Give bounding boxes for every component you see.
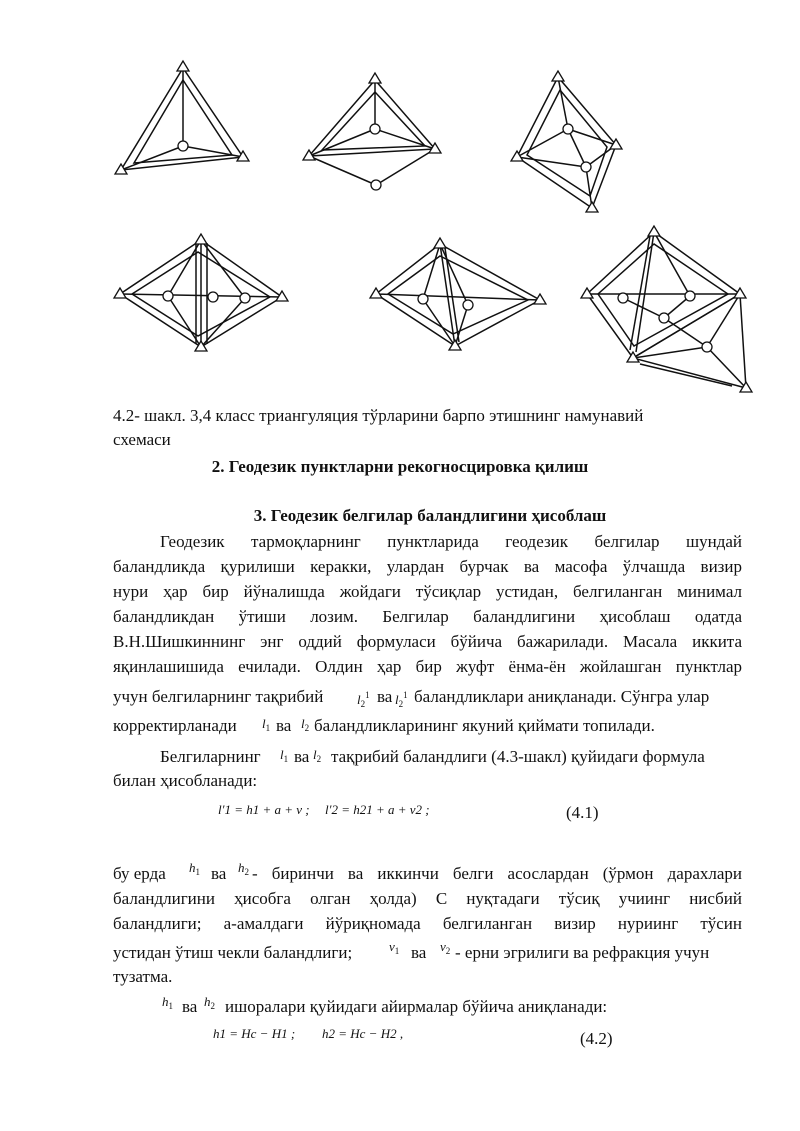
- para3-line5: тузатма.: [113, 967, 173, 986]
- para1-line8-and: ва: [276, 716, 292, 735]
- triangulation-schemes-figure: [0, 0, 800, 400]
- para1-line1: Геодезик тармоқларнинг пунктларида геодезик белгилар шундай: [160, 532, 742, 551]
- formula-4-1-number: (4.1): [566, 803, 599, 822]
- symbol-subscript: 2: [398, 699, 404, 709]
- symbol-l2-sup1: [357, 683, 370, 716]
- symbol-subscript: 1: [265, 723, 271, 733]
- symbol-subscript: 2: [210, 1001, 215, 1011]
- para1-line8-end: баландликларининг якуний қиймати топилади.: [314, 716, 655, 735]
- point-marker: [418, 294, 428, 304]
- point-marker: [563, 124, 573, 134]
- triangle-marker: [552, 71, 564, 81]
- point-marker: [370, 124, 380, 134]
- para3-line2: баландлигини ҳисобга олган ҳолда) C нуқтадаги тўсиқ учиинг нисбий: [113, 889, 742, 908]
- symbol-letter: h: [238, 860, 245, 875]
- para4-text: ишоралари қуйидаги айирмалар бўйича аниқланади:: [225, 997, 608, 1016]
- symbol-letter: l: [280, 747, 284, 762]
- para1-line3: нури ҳар бир йўналишда жойдаги тўсиқлар устидан, белгиланган минимал: [113, 582, 742, 601]
- symbol-letter: l: [301, 716, 305, 731]
- para3-line4-start: устидан ўтиш чекли баландлиги;: [113, 943, 353, 962]
- formula-4-1-right: l′2 = h21 + a + v2 ;: [325, 802, 430, 817]
- scheme-1: [115, 61, 249, 174]
- para4-and: ва: [182, 997, 198, 1016]
- point-marker: [702, 342, 712, 352]
- formula-4-2-right: h2 = Hc − H2 ,: [322, 1026, 404, 1041]
- symbol-subscript: 2: [304, 723, 310, 733]
- symbol-letter: v: [389, 939, 395, 954]
- symbol-h1: [189, 856, 200, 884]
- symbol-superscript: 1: [365, 690, 370, 700]
- para1-line8-start: корректирланади: [113, 716, 237, 735]
- para1-line4: баландликдан ўтиши лозим. Белгилар баландлигини ҳисоблаш одатда: [113, 607, 742, 626]
- triangle-marker: [511, 151, 523, 161]
- para3-line1-and: ва: [211, 864, 227, 883]
- para3-line4-and: ва: [411, 943, 427, 962]
- section-heading-3: 3. Геодезик белгилар баландлигини ҳисоблаш: [253, 506, 607, 525]
- symbol-subscript: 1: [283, 754, 289, 764]
- scheme-6: [581, 226, 752, 392]
- para3-line1-start: бу ерда: [113, 864, 166, 883]
- symbol-subscript: 1: [195, 867, 200, 877]
- symbol-letter: h: [189, 860, 196, 875]
- triangle-marker: [434, 238, 446, 248]
- symbol-subscript: 2: [244, 867, 249, 877]
- formula-4-2-number: (4.2): [580, 1029, 613, 1048]
- para1-line7-start: учун белгиларнинг тақрибий: [113, 687, 324, 706]
- scheme-5: [370, 238, 546, 350]
- symbol-subscript: 2: [445, 946, 451, 956]
- point-marker: [208, 292, 218, 302]
- para2-line2: билан ҳисобланади:: [113, 771, 258, 790]
- symbol-v2: [440, 935, 450, 963]
- point-marker: [659, 313, 669, 323]
- symbol-l2-p2: [313, 743, 321, 771]
- para3-line1-end: - биринчи ва иккинчи белги асослардан (ўрмон дарахлари: [252, 864, 742, 883]
- point-marker: [240, 293, 250, 303]
- symbol-l1: [262, 712, 270, 740]
- triangle-marker: [534, 294, 546, 304]
- para3-line3: баландлиги; a-амалдаги йўриқномада белгиланган визир нуриинг тўсин: [113, 914, 742, 933]
- triangle-marker: [370, 288, 382, 298]
- symbol-h2: [238, 856, 249, 884]
- point-marker: [463, 300, 473, 310]
- symbol-subscript: 2: [316, 754, 322, 764]
- triangle-marker: [177, 61, 189, 71]
- symbol-v1: [389, 935, 399, 963]
- symbol-subscript: 1: [168, 1001, 173, 1011]
- para1-line5: В.Н.Шишкиннинг энг оддий формуласи бўйича бажарилади. Масала иккита: [113, 632, 742, 651]
- para1-line2: баландликда қурилиши керакки, улардан бурчак ва масофа ўлчашда визир: [113, 557, 742, 576]
- triangle-marker: [195, 234, 207, 244]
- para1-line7-and: ва: [377, 687, 393, 706]
- point-marker: [371, 180, 381, 190]
- point-marker: [618, 293, 628, 303]
- symbol-letter: h: [162, 994, 169, 1009]
- triangle-marker: [648, 226, 660, 236]
- symbol-letter: l: [395, 692, 399, 707]
- triangle-marker: [114, 288, 126, 298]
- para2-line1-end: тақрибий баландлиги (4.3-шакл) қуйидаги формула: [331, 747, 705, 766]
- triangle-marker: [369, 73, 381, 83]
- symbol-l2: [301, 712, 309, 740]
- scheme-3: [511, 71, 622, 212]
- triangle-marker: [586, 202, 598, 212]
- figure-caption-line1: 4.2- шакл. 3,4 класс триангуляция тўрларини барпо этишнинг намунавий: [113, 406, 644, 425]
- triangle-marker: [276, 291, 288, 301]
- section-heading-2: 2. Геодезик пунктларни рекогносцировка қилиш: [211, 457, 589, 476]
- symbol-letter: l: [262, 716, 266, 731]
- para1-line7-end: баландликлари аниқланади. Сўнгра улар: [414, 687, 710, 706]
- triangle-marker: [734, 288, 746, 298]
- symbol-subscript: 1: [394, 946, 400, 956]
- para2-line1-start: Белгиларнинг: [160, 747, 261, 766]
- symbol-letter: l: [313, 747, 317, 762]
- point-marker: [178, 141, 188, 151]
- symbol-letter: v: [440, 939, 446, 954]
- symbol-letter: l: [357, 692, 361, 707]
- formula-4-1-left: l′1 = h1 + a + v ;: [218, 802, 310, 817]
- figure-caption-line2: схемаси: [113, 430, 171, 449]
- symbol-h1-p4: [162, 990, 173, 1018]
- symbol-l2-sup1-b: [395, 683, 408, 716]
- para1-line6: яқинлашишида ечилади. Олдин ҳар бир жуфт ёнма-ён жойлашган пунктлар: [113, 657, 742, 676]
- scheme-4: [114, 234, 288, 351]
- point-marker: [685, 291, 695, 301]
- symbol-superscript: 1: [403, 690, 408, 700]
- point-marker: [581, 162, 591, 172]
- symbol-l1-p2: [280, 743, 288, 771]
- point-marker: [163, 291, 173, 301]
- symbol-letter: h: [204, 994, 211, 1009]
- formula-4-2-left: h1 = Hc − H1 ;: [213, 1026, 296, 1041]
- symbol-subscript: 2: [360, 699, 366, 709]
- scheme-2: [303, 73, 441, 190]
- para3-line4-end: - ерни эгрилиги ва рефракция учун: [455, 943, 710, 962]
- symbol-h2-p4: [204, 990, 215, 1018]
- para2-line1-and: ва: [294, 747, 310, 766]
